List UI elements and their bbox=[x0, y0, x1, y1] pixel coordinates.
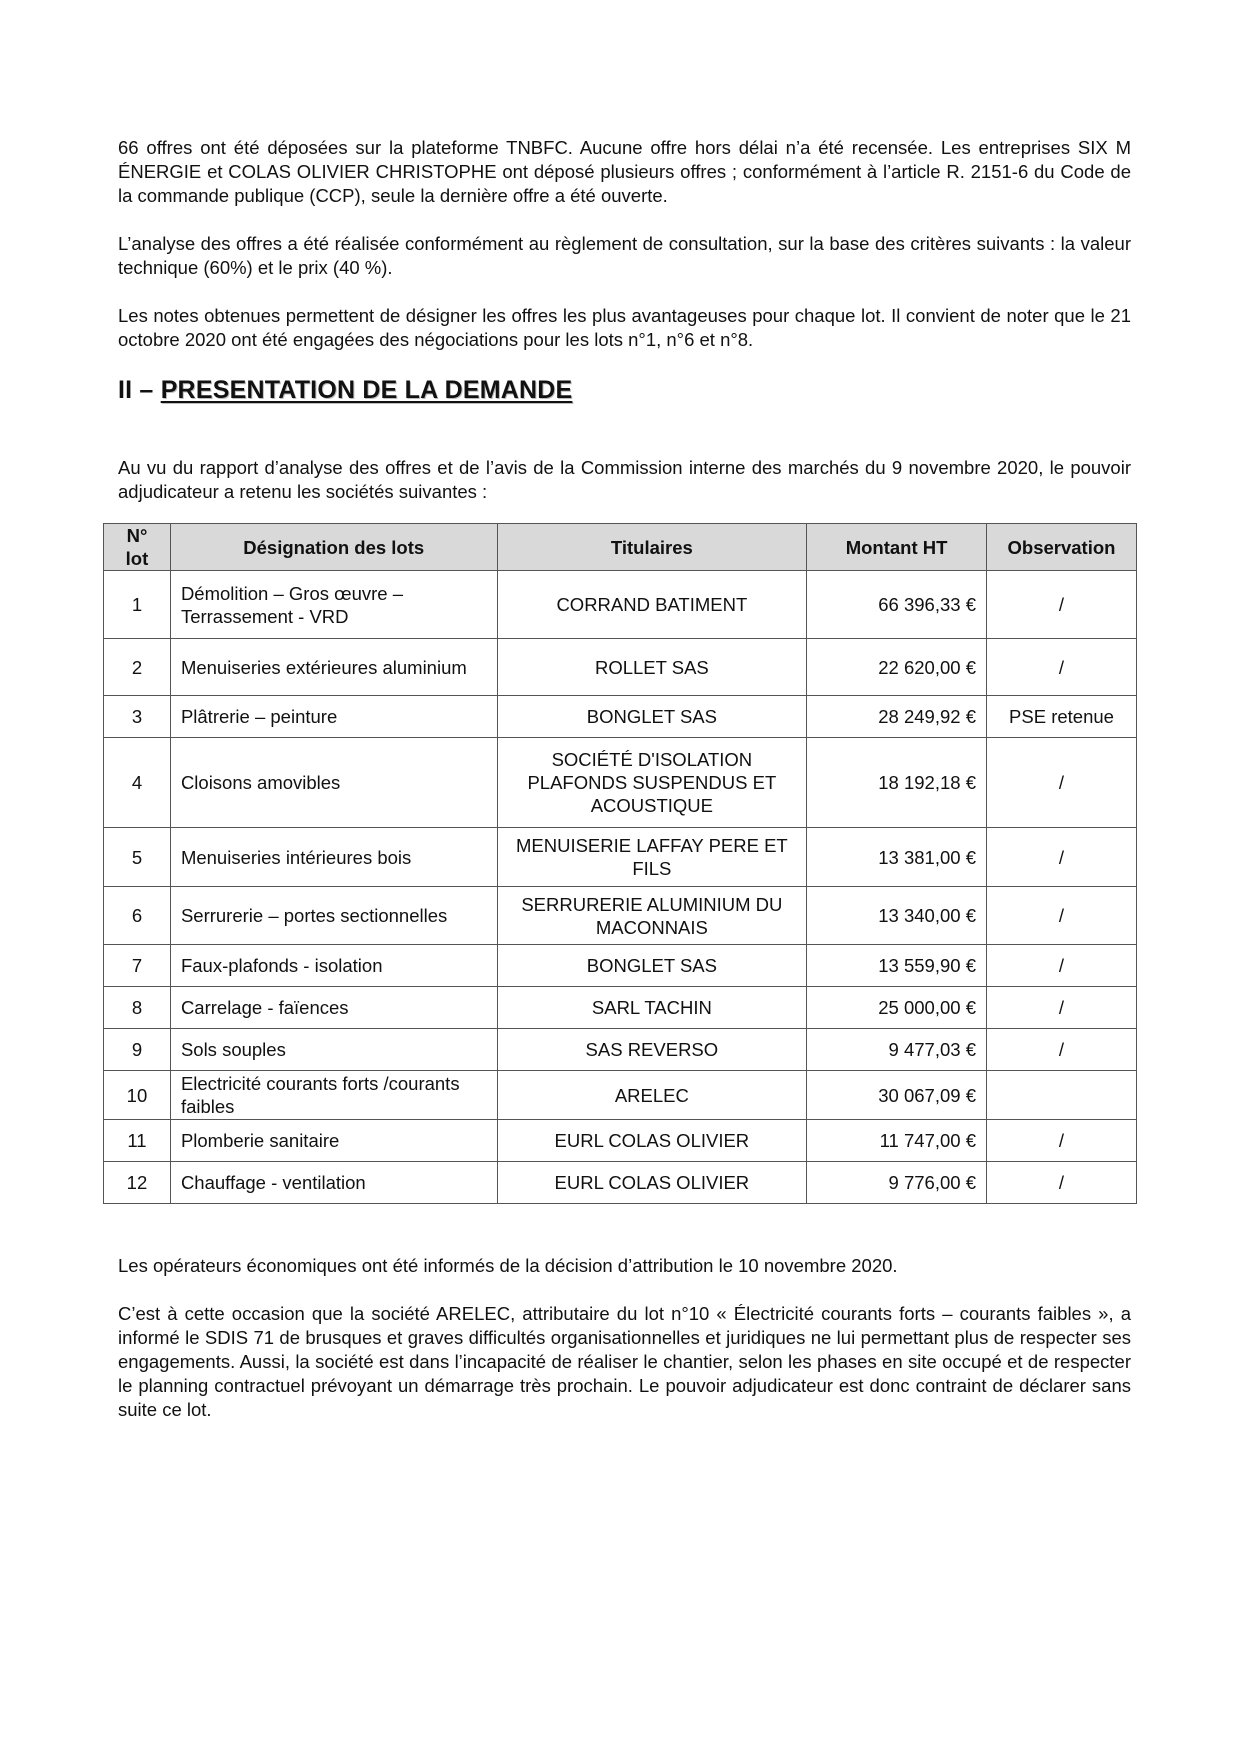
cell-designation: Cloisons amovibles bbox=[170, 738, 497, 828]
cell-lot: 11 bbox=[104, 1120, 171, 1162]
section-number: II – bbox=[118, 376, 161, 404]
cell-titulaire: SERRURERIE ALUMINIUM DU MACONNAIS bbox=[497, 887, 807, 945]
cell-designation: Carrelage - faïences bbox=[170, 987, 497, 1029]
outro-paragraph-arelec: C’est à cette occasion que la société ARELEC, attributaire du lot n°10 « Électricité courants forts – courants faibles », a informé le SDIS 71 de brusques et graves difficultés organisationnelles et juridiques ne lui permettant plus de respecter ses engagements. Aussi, la société est dans l’incapacité de réaliser le chantier, selon les phases en site occupé et de respecter le planning contractuel prévoyant un démarrage très prochain. Le pouvoir adjudicateur est donc contraint de déclarer sans suite ce lot. bbox=[118, 1303, 1131, 1420]
cell-observation: / bbox=[987, 639, 1137, 696]
cell-montant: 13 559,90 € bbox=[807, 945, 987, 987]
cell-designation: Serrurerie – portes sectionnelles bbox=[170, 887, 497, 945]
cell-montant: 13 340,00 € bbox=[807, 887, 987, 945]
cell-lot: 3 bbox=[104, 696, 171, 738]
cell-titulaire: EURL COLAS OLIVIER bbox=[497, 1120, 807, 1162]
cell-observation: / bbox=[987, 945, 1137, 987]
header-designation: Désignation des lots bbox=[170, 524, 497, 571]
cell-lot: 2 bbox=[104, 639, 171, 696]
cell-designation: Menuiseries intérieures bois bbox=[170, 828, 497, 887]
cell-titulaire: MENUISERIE LAFFAY PERE ET FILS bbox=[497, 828, 807, 887]
cell-montant: 18 192,18 € bbox=[807, 738, 987, 828]
cell-observation: / bbox=[987, 828, 1137, 887]
cell-montant: 66 396,33 € bbox=[807, 571, 987, 639]
table-row bbox=[104, 696, 1137, 738]
cell-observation: / bbox=[987, 1029, 1137, 1071]
table-row bbox=[104, 1120, 1137, 1162]
cell-titulaire: BONGLET SAS bbox=[497, 945, 807, 987]
cell-montant: 9 776,00 € bbox=[807, 1162, 987, 1204]
cell-observation: / bbox=[987, 1162, 1137, 1204]
cell-designation: Sols souples bbox=[170, 1029, 497, 1071]
cell-titulaire: ARELEC bbox=[497, 1071, 807, 1120]
cell-montant: 9 477,03 € bbox=[807, 1029, 987, 1071]
table-row bbox=[104, 828, 1137, 887]
table-row bbox=[104, 1071, 1137, 1120]
cell-observation bbox=[987, 1071, 1137, 1120]
cell-montant: 11 747,00 € bbox=[807, 1120, 987, 1162]
table-row bbox=[104, 639, 1137, 696]
table-row bbox=[104, 945, 1137, 987]
cell-designation: Electricité courants forts /courants faibles bbox=[170, 1071, 497, 1120]
header-lot-number: N° lot bbox=[104, 524, 171, 571]
cell-titulaire: EURL COLAS OLIVIER bbox=[497, 1162, 807, 1204]
cell-lot: 12 bbox=[104, 1162, 171, 1204]
table-row bbox=[104, 1162, 1137, 1204]
header-montant: Montant HT bbox=[807, 524, 987, 571]
cell-designation: Plâtrerie – peinture bbox=[170, 696, 497, 738]
table-row bbox=[104, 1029, 1137, 1071]
section-lead-paragraph: Au vu du rapport d’analyse des offres et de l’avis de la Commission interne des marchés du 9 novembre 2020, le pouvoir adjudicateur a retenu les sociétés suivantes : bbox=[118, 457, 1131, 502]
section-title: PRESENTATION DE LA DEMANDE bbox=[160, 376, 573, 404]
cell-montant: 25 000,00 € bbox=[807, 987, 987, 1029]
cell-observation: / bbox=[987, 887, 1137, 945]
cell-lot: 7 bbox=[104, 945, 171, 987]
cell-designation: Démolition – Gros œuvre – Terrassement - VRD bbox=[170, 571, 497, 639]
cell-lot: 8 bbox=[104, 987, 171, 1029]
cell-lot: 4 bbox=[104, 738, 171, 828]
table-row bbox=[104, 987, 1137, 1029]
intro-paragraph-offers: 66 offres ont été déposées sur la plateforme TNBFC. Aucune offre hors délai n’a été recensée. Les entreprises SIX M ÉNERGIE et COLAS OLIVIER CHRISTOPHE ont déposé plusieurs offres ; conformément à l’article R. 2151-6 du Code de la commande publique (CCP), seule la dernière offre a été ouverte. bbox=[118, 137, 1131, 206]
cell-designation: Menuiseries extérieures aluminium bbox=[170, 639, 497, 696]
cell-lot: 9 bbox=[104, 1029, 171, 1071]
table-row bbox=[104, 571, 1137, 639]
cell-designation: Plomberie sanitaire bbox=[170, 1120, 497, 1162]
header-titulaires: Titulaires bbox=[497, 524, 807, 571]
cell-montant: 22 620,00 € bbox=[807, 639, 987, 696]
header-observation: Observation bbox=[987, 524, 1137, 571]
cell-observation: / bbox=[987, 738, 1137, 828]
lots-table bbox=[103, 523, 1137, 1204]
cell-lot: 5 bbox=[104, 828, 171, 887]
cell-montant: 28 249,92 € bbox=[807, 696, 987, 738]
cell-titulaire: BONGLET SAS bbox=[497, 696, 807, 738]
table-row bbox=[104, 738, 1137, 828]
cell-titulaire: ROLLET SAS bbox=[497, 639, 807, 696]
section-heading bbox=[118, 376, 572, 405]
cell-observation: / bbox=[987, 987, 1137, 1029]
cell-lot: 6 bbox=[104, 887, 171, 945]
cell-observation: / bbox=[987, 1120, 1137, 1162]
intro-paragraph-analysis: L’analyse des offres a été réalisée conformément au règlement de consultation, sur la base des critères suivants : la valeur technique (60%) et le prix (40 %). bbox=[118, 233, 1131, 278]
cell-titulaire: SOCIÉTÉ D'ISOLATION PLAFONDS SUSPENDUS ET ACOUSTIQUE bbox=[497, 738, 807, 828]
cell-designation: Faux-plafonds - isolation bbox=[170, 945, 497, 987]
cell-lot: 10 bbox=[104, 1071, 171, 1120]
outro-paragraph-notification: Les opérateurs économiques ont été informés de la décision d’attribution le 10 novembre 2020. bbox=[118, 1255, 898, 1276]
cell-observation: / bbox=[987, 571, 1137, 639]
cell-titulaire: SARL TACHIN bbox=[497, 987, 807, 1029]
table-header-row bbox=[104, 524, 1137, 571]
cell-montant: 13 381,00 € bbox=[807, 828, 987, 887]
cell-titulaire: CORRAND BATIMENT bbox=[497, 571, 807, 639]
cell-designation: Chauffage - ventilation bbox=[170, 1162, 497, 1204]
cell-lot: 1 bbox=[104, 571, 171, 639]
intro-paragraph-notes: Les notes obtenues permettent de désigner les offres les plus avantageuses pour chaque lot. Il convient de noter que le 21 octobre 2020 ont été engagées des négociations pour les lots n°1, n°6 et n°8. bbox=[118, 305, 1131, 350]
cell-montant: 30 067,09 € bbox=[807, 1071, 987, 1120]
cell-titulaire: SAS REVERSO bbox=[497, 1029, 807, 1071]
table-row bbox=[104, 887, 1137, 945]
cell-observation: PSE retenue bbox=[987, 696, 1137, 738]
